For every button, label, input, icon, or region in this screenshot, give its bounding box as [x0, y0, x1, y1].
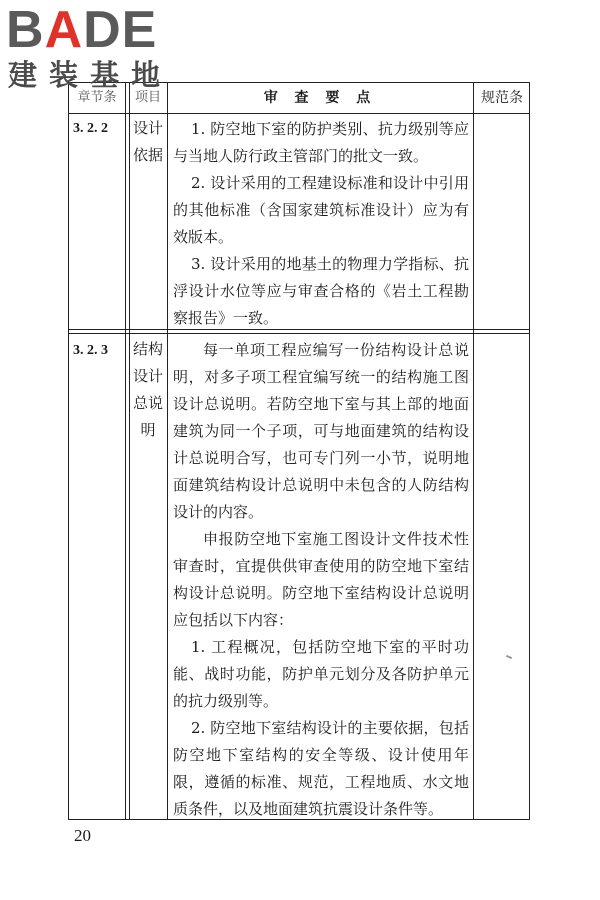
item-name — [130, 336, 166, 444]
column-divider — [473, 83, 474, 819]
header-section: 章节条 — [77, 90, 117, 105]
column-divider — [129, 83, 130, 819]
section-number: 3. 2. 2 — [73, 121, 108, 136]
item-name-line: 明 — [140, 421, 156, 439]
header-item: 项目 — [134, 90, 161, 105]
content-paragraph: 1. 防空地下室的防护类别、抗力级别等应与当地人防行政主管部门的批文一致。 — [173, 120, 469, 165]
header-divider — [69, 113, 529, 114]
content-paragraph: 每一单项工程应编写一份结构设计总说明，对多子项工程宜编写统一的结构施工图设计总说明。若防空地下室与其上部的地面建筑为同一个子项，可与地面建筑的结构设计总说明合写，也可专门列一小节，说明地面建筑结构设计总说明中未包含的人防结构设计的内容。 — [173, 341, 469, 521]
content-paragraph: 3. 设计采用的地基土的物理力学指标、抗浮设计水位等应与审查合格的《岩土工程勘察报告》一致。 — [173, 255, 469, 327]
column-divider — [167, 83, 168, 819]
header-spec-clause: 规范条 — [481, 90, 523, 106]
content-paragraph: 2. 设计采用的工程建设标准和设计中引用的其他标准（含国家建筑标准设计）应为有效版本。 — [173, 174, 469, 246]
header-review-points: 审 查 要 点 — [263, 90, 377, 106]
logo-chinese-name: 建装基地 — [8, 58, 173, 92]
item-name-line: 设计 — [132, 367, 163, 385]
item-name-line: 依据 — [132, 146, 163, 164]
row-divider — [69, 333, 529, 334]
column-divider — [125, 83, 126, 819]
review-content — [173, 337, 469, 823]
review-table — [68, 82, 530, 820]
section-number: 3. 2. 3 — [73, 343, 108, 358]
bade-logo — [6, 2, 186, 94]
logo-wordmark: BADE — [6, 1, 158, 59]
item-name-line: 总说 — [132, 394, 163, 412]
item-name — [130, 115, 166, 169]
content-paragraph: 1. 工程概况，包括防空地下室的平时功能、战时功能，防护单元划分及各防护单元的抗力级别等。 — [173, 638, 469, 710]
item-name-line: 设计 — [132, 119, 163, 137]
page-number: 20 — [74, 826, 91, 845]
review-content — [173, 116, 469, 332]
content-paragraph: 申报防空地下室施工图设计文件技术性审查时，宜提供供审查使用的防空地下室结构设计总说明。防空地下室结构设计总说明应包括以下内容： — [173, 530, 469, 629]
item-name-line: 结构 — [132, 340, 163, 358]
content-paragraph: 2. 防空地下室结构设计的主要依据，包括防空地下室结构的安全等级、设计使用年限，遵循的标准、规范，工程地质、水文地质条件，以及地面建筑抗震设计条件等。 — [173, 719, 469, 818]
